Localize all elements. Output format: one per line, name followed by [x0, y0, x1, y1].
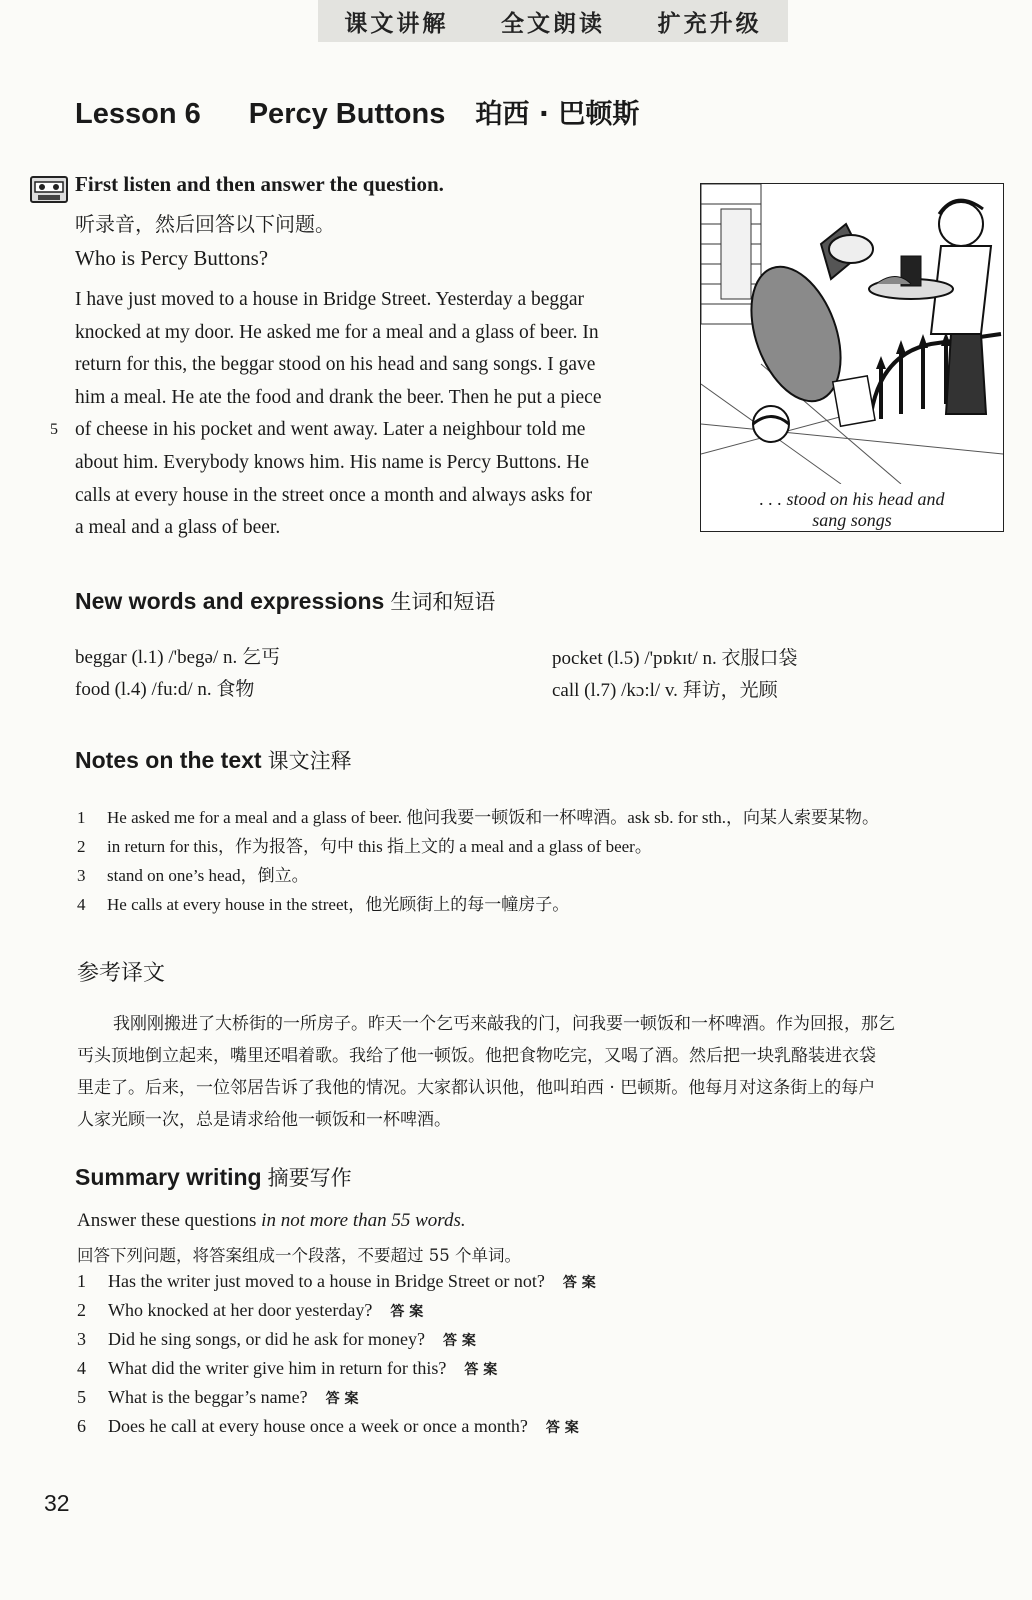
passage-line: him a meal. He ate the food and drank the beer. Then he put a piece [75, 386, 602, 408]
vocab-item: beggar (l.1) /'begə/ n. 乞丐 [75, 647, 280, 668]
summary-question [77, 1387, 358, 1408]
passage [75, 284, 675, 545]
question-number: 5 [77, 1387, 86, 1407]
note-number: 3 [77, 866, 86, 885]
note-text: stand on one’s head，倒立。 [107, 866, 309, 885]
summary-instruction-text: Answer these questions [77, 1210, 262, 1231]
note-item [77, 832, 652, 857]
caption-line: sang songs [812, 510, 892, 530]
note-text: He calls at every house in the street，他光顾街上的每一幢房子。 [107, 895, 570, 914]
summary-instruction-zh: 回答下列问题，将答案组成一个段落，不要超过 55 个单词。 [77, 1246, 521, 1265]
note-number: 1 [77, 808, 86, 827]
summary-question [77, 1416, 579, 1437]
translation-line: 人家光顾一次，总是请求给他一顿饭和一杯啤酒。 [77, 1110, 451, 1130]
passage-line: of cheese in his pocket and went away. Later a neighbour told me [75, 419, 586, 441]
summary-question [77, 1300, 423, 1321]
translation-line: 里走了。后来，一位邻居告诉了我他的情况。大家都认识他，他叫珀西 · 巴顿斯。他每月对这条街上的每户 [77, 1078, 876, 1098]
lesson-title-zh: 珀西 · 巴顿斯 [475, 99, 640, 130]
summary-question [77, 1358, 497, 1379]
listen-question: Who is Percy Buttons? [75, 246, 269, 270]
illustration-caption [701, 489, 1003, 531]
answer-button[interactable]: 答 案 [442, 1333, 476, 1349]
summary-question [77, 1329, 476, 1350]
top-tab-bar [318, 0, 788, 42]
note-item [77, 890, 569, 915]
note-text: in return for this，作为报答，句中 this 指上文的 a meal and a glass of beer。 [107, 837, 652, 856]
listen-heading: First listen and then answer the question. [75, 172, 444, 196]
passage-line: return for this, the beggar stood on his head and sang songs. I gave [75, 354, 596, 376]
answer-button[interactable]: 答 案 [325, 1391, 359, 1407]
vocab-item: food (l.4) /fu:d/ n. 食物 [75, 679, 255, 700]
question-text: Who knocked at her door yesterday? [108, 1300, 373, 1320]
notes-heading-zh: 课文注释 [267, 749, 352, 773]
vocab-heading-zh: 生词和短语 [390, 590, 496, 614]
lesson-title [75, 92, 639, 131]
caption-line: . . . stood on his head and [759, 489, 945, 509]
translation-line: 丐头顶地倒立起来，嘴里还唱着歌。我给了他一顿饭。他把食物吃完，又喝了酒。然后把一块乳酪装进衣袋 [77, 1046, 876, 1066]
question-text: Did he sing songs, or did he ask for money? [108, 1329, 425, 1349]
question-text: What did the writer give him in return for this? [108, 1358, 447, 1378]
answer-button[interactable]: 答 案 [464, 1362, 498, 1378]
summary-question [77, 1271, 596, 1292]
vocab-item: call (l.7) /kɔ:l/ v. 拜访，光顾 [552, 680, 778, 701]
summary-heading [75, 1162, 352, 1192]
illustration [700, 183, 1004, 532]
passage-line: calls at every house in the street once a month and always asks for [75, 484, 593, 506]
answer-button[interactable]: 答 案 [545, 1420, 579, 1436]
answer-button[interactable]: 答 案 [562, 1275, 596, 1291]
passage-line: knocked at my door. He asked me for a meal and a glass of beer. In [75, 321, 599, 343]
question-text: What is the beggar’s name? [108, 1387, 308, 1407]
summary-instruction-italic: in not more than 55 words. [261, 1210, 466, 1231]
cassette-icon[interactable] [30, 175, 68, 205]
summary-heading-zh: 摘要写作 [267, 1166, 352, 1190]
listen-heading-zh: 听录音，然后回答以下问题。 [75, 212, 335, 236]
note-number: 4 [77, 895, 86, 914]
passage-line: about him. Everybody knows him. His name is Percy Buttons. He [75, 451, 589, 473]
question-number: 3 [77, 1329, 86, 1349]
line-number-marker: 5 [50, 421, 58, 438]
note-number: 2 [77, 837, 86, 856]
note-item [77, 861, 309, 886]
notes-heading-en: Notes on the text [75, 747, 262, 773]
summary-heading-en: Summary writing [75, 1164, 262, 1190]
passage-line: a meal and a glass of beer. [75, 517, 281, 539]
lesson-number: Lesson 6 [75, 98, 201, 130]
notes-heading [75, 745, 352, 775]
answer-button[interactable]: 答 案 [390, 1304, 424, 1320]
note-text: He asked me for a meal and a glass of beer. 他问我要一顿饭和一杯啤酒。ask sb. for sth.，向某人索要某物。 [107, 808, 879, 827]
lesson-title-en: Percy Buttons [248, 98, 446, 130]
question-number: 2 [77, 1300, 86, 1320]
beggar-illustration [701, 184, 1003, 484]
question-text: Has the writer just moved to a house in Bridge Street or not? [108, 1271, 545, 1291]
summary-instruction [77, 1210, 466, 1232]
translation-heading: 参考译文 [77, 961, 166, 986]
question-number: 1 [77, 1271, 86, 1291]
question-number: 4 [77, 1358, 86, 1378]
vocab-item: pocket (l.5) /'pɒkɪt/ n. 衣服口袋 [552, 648, 798, 669]
question-number: 6 [77, 1416, 86, 1436]
page-number: 32 [44, 1490, 70, 1516]
tab-lesson-explanation[interactable]: 课文讲解 [344, 10, 449, 37]
note-item [77, 803, 879, 828]
vocab-heading-en: New words and expressions [75, 588, 385, 614]
vocab-heading [75, 586, 495, 616]
tab-extension[interactable]: 扩充升级 [657, 10, 762, 37]
passage-line: I have just moved to a house in Bridge Street. Yesterday a beggar [75, 289, 585, 310]
translation-line: 我刚刚搬进了大桥街的一所房子。昨天一个乞丐来敲我的门，问我要一顿饭和一杯啤酒。作为回报，那乞 [113, 1014, 895, 1034]
translation-text [77, 1008, 1017, 1136]
tab-full-reading[interactable]: 全文朗读 [500, 10, 605, 37]
question-text: Does he call at every house once a week or once a month? [108, 1416, 528, 1436]
